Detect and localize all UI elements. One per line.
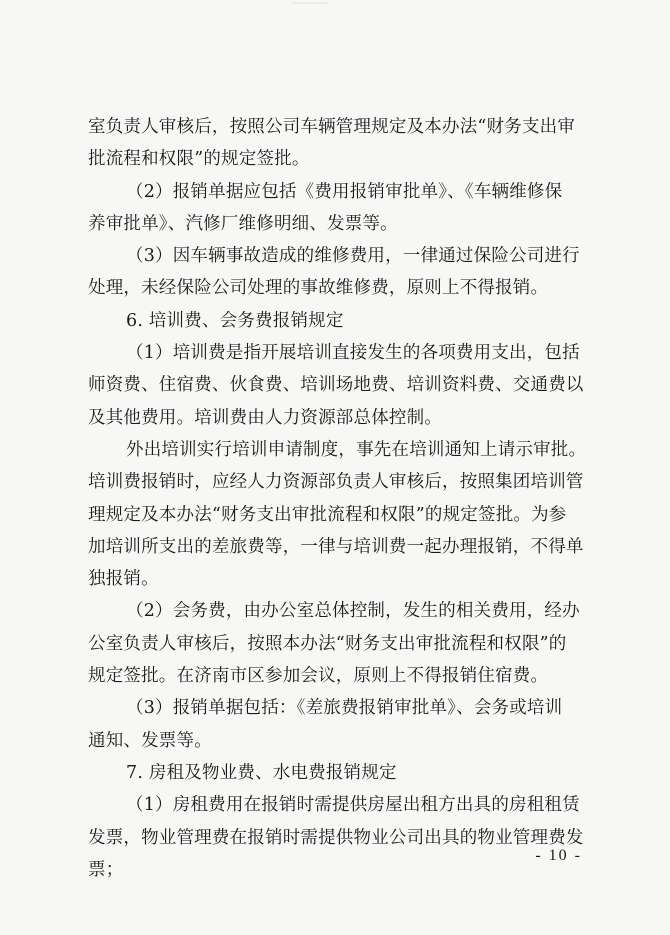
paragraph-line: 规定签批。在济南市区参加会议，原则上不得报销住宿费。 xyxy=(88,666,549,687)
paragraph-line: 室负责人审核后，按照公司车辆管理规定及本办法“财务支出审 xyxy=(88,117,576,137)
paragraph-line: （3）因车辆事故造成的维修费用，一律通过保险公司进行 xyxy=(126,246,580,267)
paragraph-line: （2）报销单据应包括《费用报销审批单》、《车辆维修保 xyxy=(126,181,563,202)
paragraph-line: （1）培训费是指开展培训直接发生的各项费用支出，包括 xyxy=(126,343,580,364)
page-number: - 10 - xyxy=(535,847,582,864)
section-heading: 6. 培训费、会务费报销规定 xyxy=(126,310,344,331)
paragraph-line: 理规定及本办法“财务支出审批流程和权限”的规定签批。为参 xyxy=(88,504,567,525)
section-heading: 7. 房租及物业费、水电费报销规定 xyxy=(126,762,397,783)
paragraph-line: 加培训所支出的差旅费等，一律与培训费一起办理报销，不得单 xyxy=(88,536,584,557)
paragraph-line: （1）房租费用在报销时需提供房屋出租方出具的房租租赁 xyxy=(126,795,580,816)
paragraph-line: 外出培训实行培训申请制度，事先在培训通知上请示审批。 xyxy=(126,439,587,460)
paragraph-line: 发票，物业管理费在报销时需提供物业公司出具的物业管理费发 xyxy=(88,827,584,848)
paragraph-line: 票； xyxy=(88,859,124,880)
paragraph-line: 师资费、住宿费、伙食费、培训场地费、培训资料费、交通费以 xyxy=(88,375,584,396)
document-body xyxy=(88,111,598,886)
paragraph-line: 养审批单》、汽修厂维修明细、发票等。 xyxy=(88,213,398,234)
paragraph-line: 培训费报销时，应经人力资源部负责人审核后，按照集团培训管 xyxy=(88,472,584,493)
paragraph-line: 公室负责人审核后，按照本办法“财务支出审批流程和权限”的 xyxy=(88,633,567,654)
paragraph-line: 独报销。 xyxy=(88,569,159,590)
paragraph-line: 及其他费用。培训费由人力资源部总体控制。 xyxy=(88,407,442,428)
paragraph-line: （2）会务费，由办公室总体控制，发生的相关费用，经办 xyxy=(126,601,580,622)
scan-mark: ꟷꟷꟷꟷꟷ xyxy=(292,0,330,8)
paragraph-line: （3）报销单据包括：《差旅费报销审批单》、会务或培训 xyxy=(126,698,563,719)
paragraph-line: 处理，未经保险公司处理的事故维修费，原则上不得报销。 xyxy=(88,278,549,299)
paragraph-line: 通知、发票等。 xyxy=(88,730,212,751)
paragraph-line: 批流程和权限”的规定签批。 xyxy=(88,149,310,170)
